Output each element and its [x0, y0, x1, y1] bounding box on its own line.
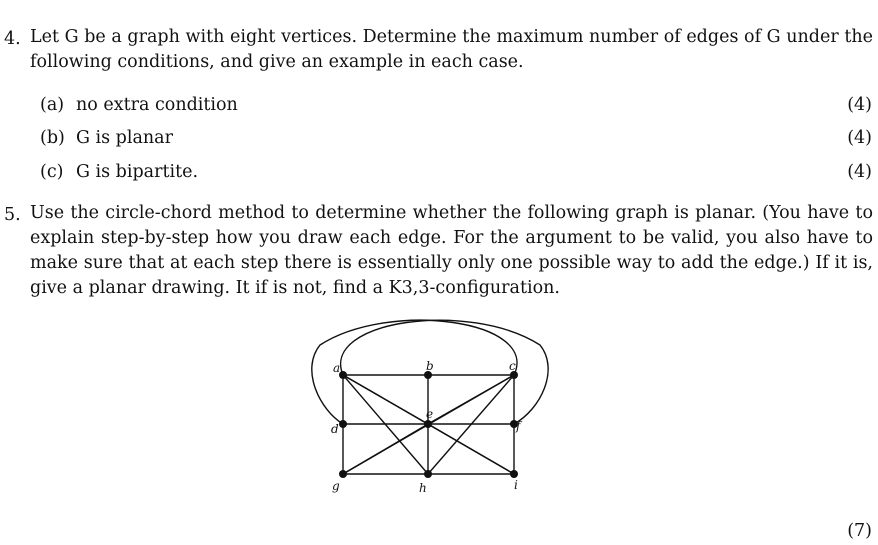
label-e: e — [426, 407, 434, 421]
label-a: a — [333, 361, 341, 375]
q4-part-c-label: (c) — [40, 162, 64, 182]
q4-part-c-text: G is bipartite. — [76, 162, 199, 182]
q5-line-2: explain step-by-step how you draw each edge. For the argument to be valid, you also have to — [30, 228, 873, 248]
label-c: c — [509, 359, 516, 373]
q4-part-b-label: (b) — [40, 128, 65, 148]
q4-line-2: following conditions, and give an example in each case. — [30, 52, 524, 72]
label-i: i — [514, 478, 518, 492]
q4-part-b-text: G is planar — [76, 128, 173, 148]
vertex-h — [424, 470, 432, 478]
q4-part-a-text: no extra condition — [76, 95, 238, 115]
vertex-e — [424, 420, 432, 428]
label-b: b — [426, 359, 434, 373]
q4-number: 4. — [4, 29, 21, 49]
q4-part-a-label: (a) — [40, 95, 65, 115]
q4-part-c-marks: (4) — [847, 162, 872, 182]
q4-line-1: Let G be a graph with eight vertices. Determine the maximum number of edges of G under the — [30, 27, 873, 47]
label-g: g — [332, 479, 340, 493]
label-f: f — [516, 419, 521, 433]
q5-number: 5. — [4, 205, 21, 225]
vertex-d — [339, 420, 347, 428]
graph-figure — [300, 318, 560, 503]
q4-part-b-marks: (4) — [847, 128, 872, 148]
label-h: h — [419, 481, 427, 495]
vertex-a — [339, 371, 347, 379]
label-d: d — [331, 422, 339, 436]
q5-line-1: Use the circle-chord method to determine whether the following graph is planar. (You have to — [30, 203, 873, 223]
q4-part-a-marks: (4) — [847, 95, 872, 115]
vertex-g — [339, 470, 347, 478]
q5-line-4: give a planar drawing. It if is not, find a K3,3-configuration. — [30, 278, 560, 298]
vertex-i — [510, 470, 518, 478]
q5-line-3: make sure that at each step there is essentially only one possible way to add the edge.) If it is, — [30, 253, 873, 273]
q5-marks: (7) — [847, 521, 872, 541]
